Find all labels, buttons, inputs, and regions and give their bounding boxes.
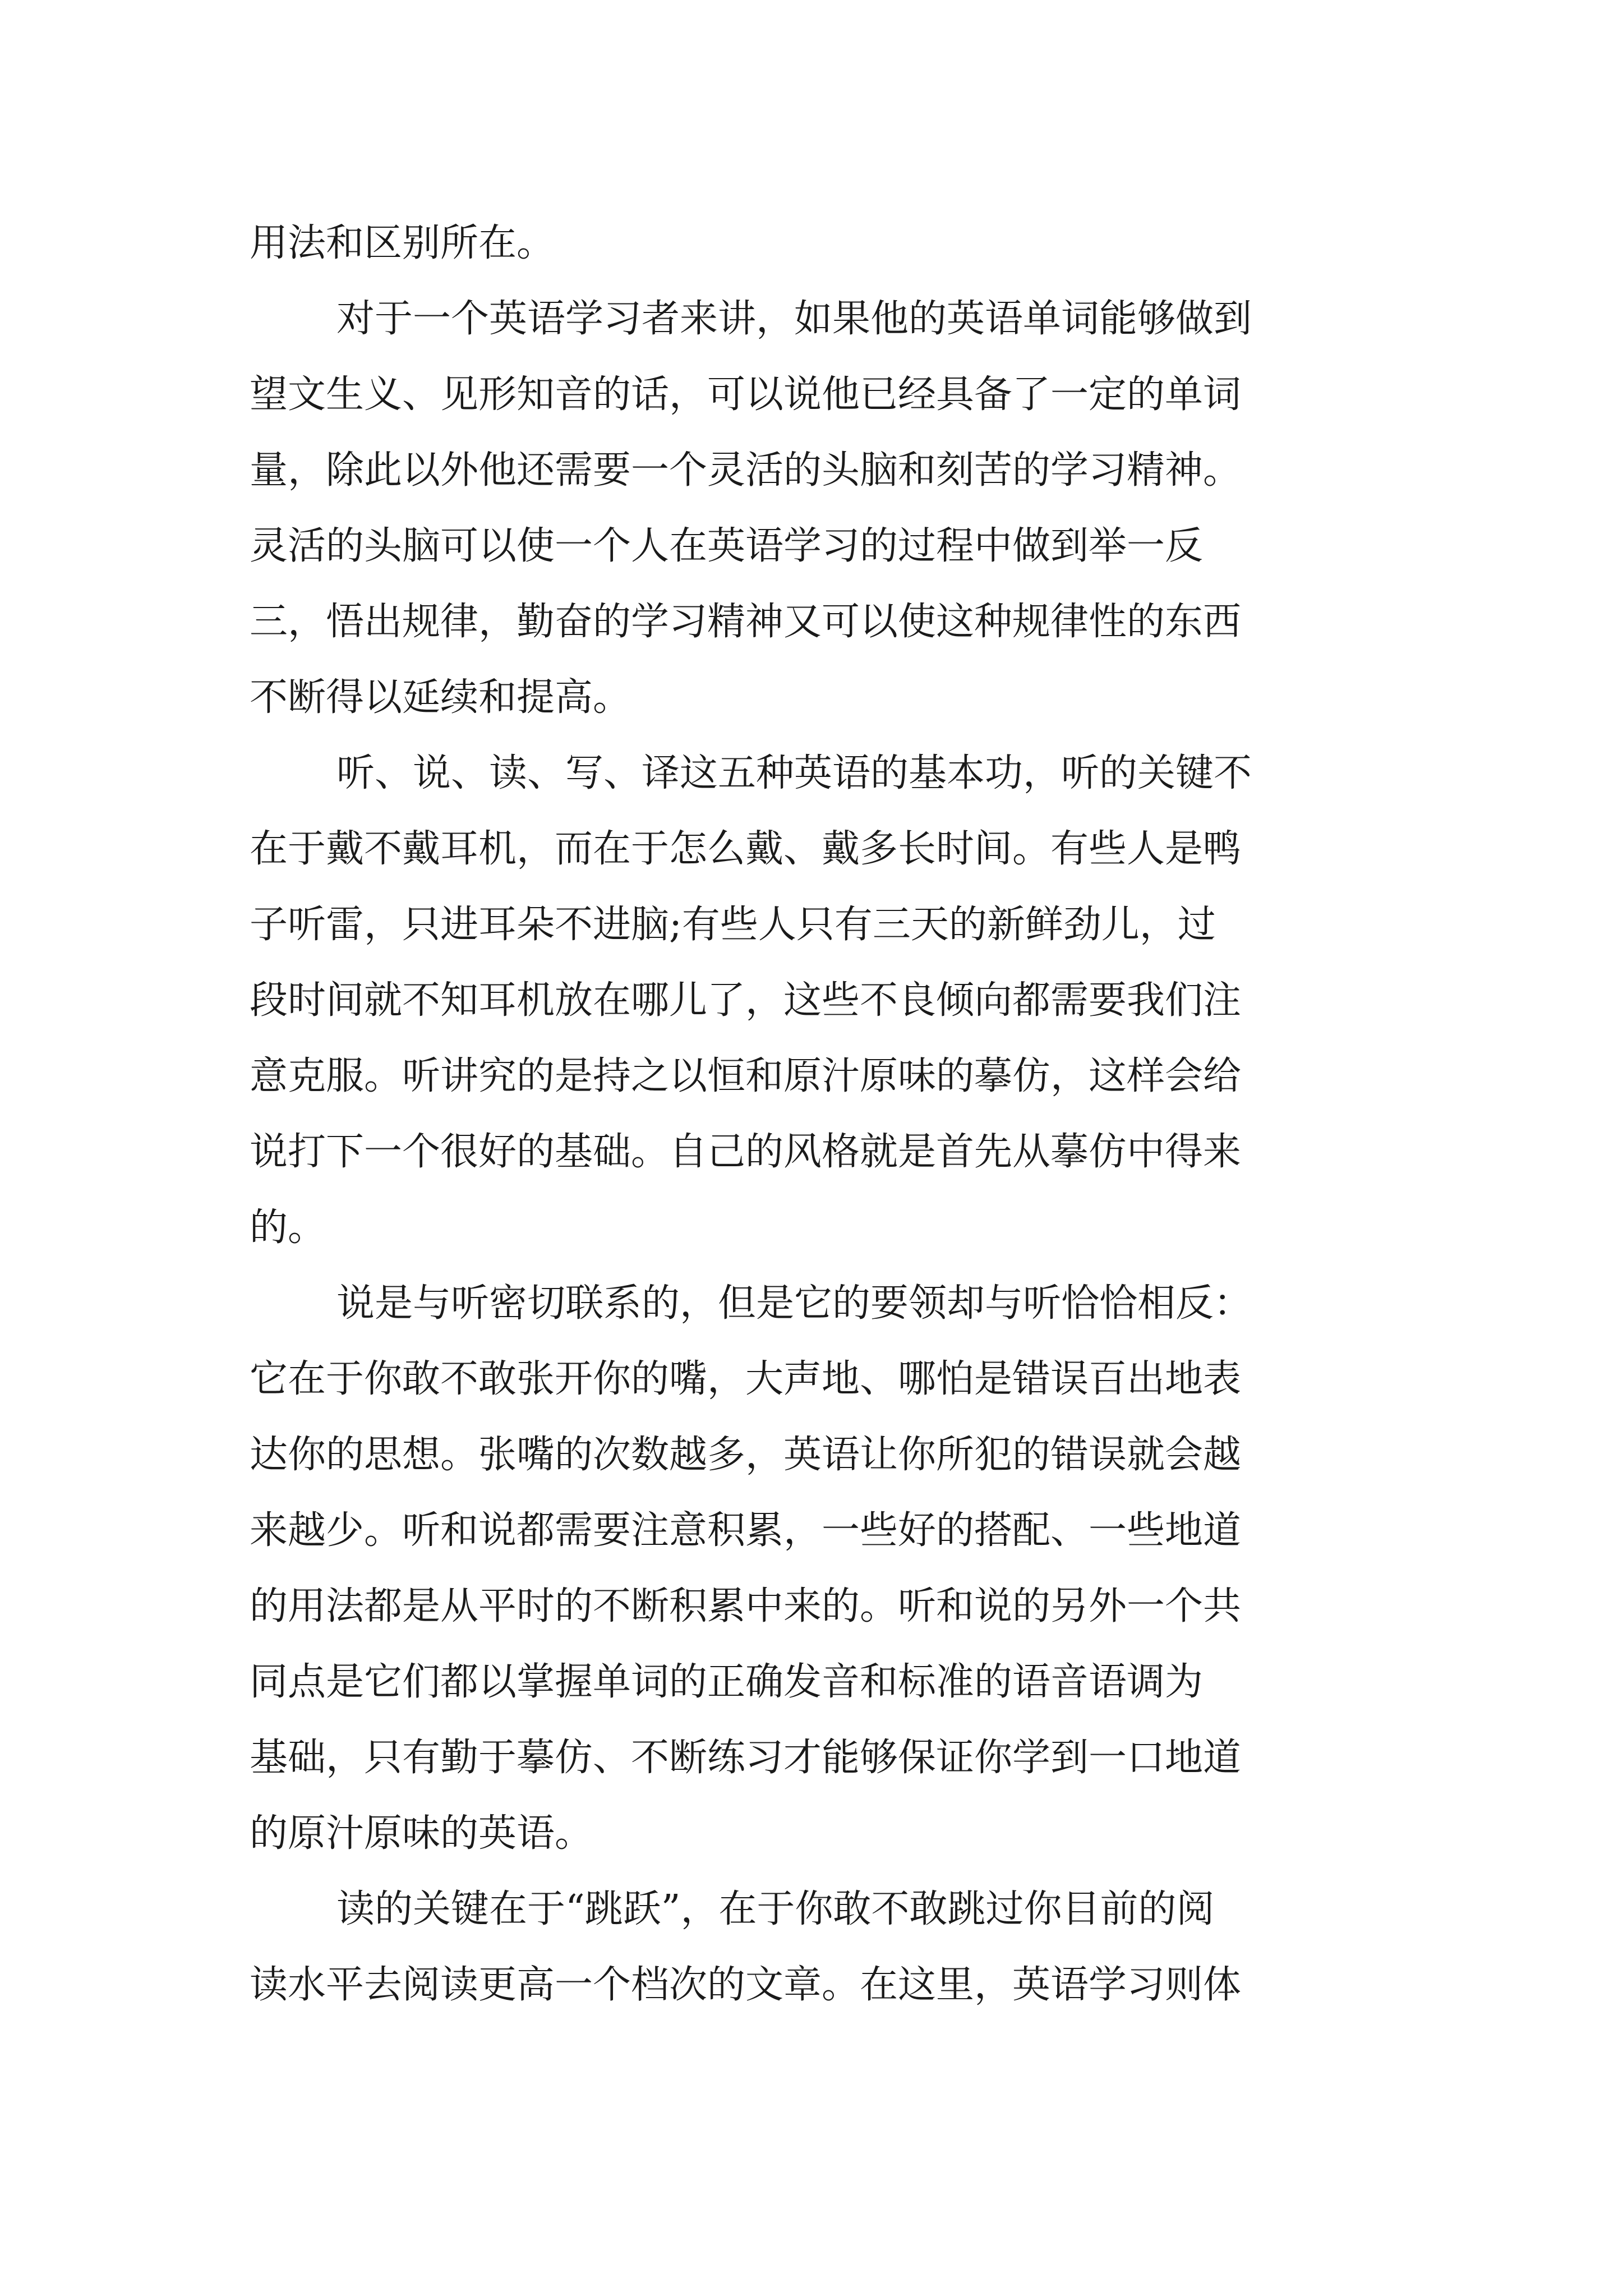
text-line: 意克服。听讲究的是持之以恒和原汁原味的摹仿，这样会给: [250, 1054, 1242, 1098]
text-line: 不断得以延续和提高。: [250, 675, 631, 720]
text-line: 用法和区别所在。: [250, 221, 555, 265]
text-line: 望文生义、见形知音的话，可以说他已经具备了一定的单词: [250, 372, 1242, 417]
text-line: 读水平去阅读更高一个档次的文章。在这里，英语学习则体: [250, 1963, 1242, 2007]
text-line: 来越少。听和说都需要注意积累，一些好的搭配、一些地道: [250, 1508, 1242, 1553]
text-line: 的原汁原味的英语。: [250, 1811, 593, 1856]
text-line: 同点是它们都以掌握单词的正确发音和标准的语音语调为: [250, 1660, 1204, 1704]
text-line: 基础，只有勤于摹仿、不断练习才能够保证你学到一口地道: [250, 1736, 1242, 1780]
text-line: 的用法都是从平时的不断积累中来的。听和说的另外一个共: [250, 1584, 1242, 1628]
text-line: 量，除此以外他还需要一个灵活的头脑和刻苦的学习精神。: [250, 448, 1242, 493]
text-line: 灵活的头脑可以使一个人在英语学习的过程中做到举一反: [250, 524, 1204, 568]
text-line: 说是与听密切联系的，但是它的要领却与听恰恰相反：: [336, 1281, 1252, 1326]
text-line: 读的关键在于“跳跃”，在于你敢不敢跳过你目前的阅: [336, 1887, 1215, 1931]
text-line: 三，悟出规律，勤奋的学习精神又可以使这种规律性的东西: [250, 600, 1242, 644]
text-line: 在于戴不戴耳机，而在于怎么戴、戴多长时间。有些人是鸭: [250, 827, 1242, 871]
text-line: 说打下一个很好的基础。自己的风格就是首先从摹仿中得来: [250, 1130, 1242, 1174]
text-line: 子听雷，只进耳朵不进脑;有些人只有三天的新鲜劲儿，过: [250, 903, 1216, 947]
text-line: 段时间就不知耳机放在哪儿了，这些不良倾向都需要我们注: [250, 978, 1242, 1023]
text-line: 对于一个英语学习者来讲，如果他的英语单词能够做到: [336, 297, 1252, 341]
text-line: 的。: [250, 1205, 326, 1250]
text-line: 达你的思想。张嘴的次数越多，英语让你所犯的错误就会越: [250, 1433, 1242, 1477]
text-line: 它在于你敢不敢张开你的嘴，大声地、哪怕是错误百出地表: [250, 1357, 1242, 1401]
text-line: 听、说、读、写、译这五种英语的基本功，听的关键不: [336, 751, 1252, 795]
